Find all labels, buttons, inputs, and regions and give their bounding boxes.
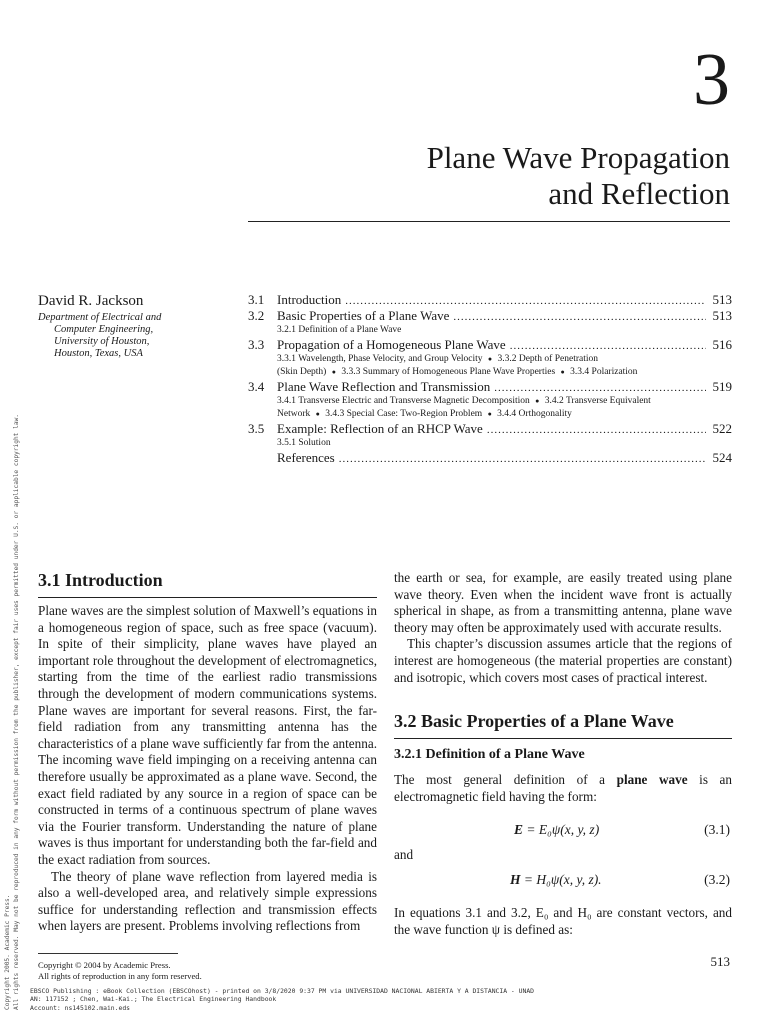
toc-subentry[interactable]: 3.2.1 Definition of a Plane Wave	[277, 325, 402, 335]
section-rule	[394, 738, 732, 739]
subsection-heading-3-2-1: 3.2.1 Definition of a Plane Wave	[394, 747, 585, 762]
print-info-line2: AN: 117152 ; Chen, Wai-Kai.; The Electrical Engineering Handbook	[30, 995, 277, 1004]
toc-leader	[487, 422, 706, 438]
chapter-title-line2: and Reflection	[548, 176, 730, 211]
equation-3-2	[510, 872, 602, 888]
footnote-rule	[38, 953, 178, 954]
toc-subentry[interactable]: 3.3.4 Polarization	[570, 367, 638, 377]
definition-text-pre: The most general definition of a	[394, 772, 617, 787]
toc-entry[interactable]	[248, 308, 732, 324]
left-column	[38, 603, 377, 935]
toc-subentries	[248, 353, 732, 366]
toc-entry[interactable]	[248, 379, 732, 395]
toc-number: 3.5	[248, 421, 265, 436]
toc-entry[interactable]	[248, 337, 732, 353]
chapter-title-line1: Plane Wave Propagation	[426, 140, 730, 175]
toc-entry[interactable]	[248, 292, 732, 308]
toc-subentry[interactable]: 3.4.2 Transverse Equivalent	[544, 396, 651, 406]
footnote-line1: Copyright © 2004 by Academic Press.	[38, 960, 171, 970]
section-rule	[38, 597, 377, 598]
author-name: David R. Jackson	[38, 293, 144, 309]
bullet-icon: ●	[535, 397, 540, 405]
toc-number: 3.3	[248, 337, 265, 352]
toc-subentries	[248, 395, 732, 408]
print-info-line1: EBSCO Publishing : eBook Collection (EBSCOhost) - printed on 3/8/2020 9:37 PM via UNIVERSIDAD NACIONAL ABIERTA Y A DISTANCIA - UNAD	[30, 987, 535, 995]
equation-number: (3.1)	[704, 822, 730, 837]
print-info-line3: Account: ns145102.main.eds	[30, 1003, 131, 1012]
toc-subentries	[248, 324, 732, 337]
bullet-icon: ●	[331, 368, 336, 376]
footnote-line2: All rights of reproduction in any form reserved.	[38, 971, 202, 981]
equation-rhs: = E₀ψ(x, y, z)	[523, 822, 600, 837]
paragraph-assumptions: This chapter’s discussion assumes article that the regions of interest are homogeneous (the material properties are constant) and isotropic, which covers most cases of practical interest.	[394, 636, 732, 685]
toc-entry[interactable]	[248, 421, 732, 437]
toc-title: Plane Wave Reflection and Transmission	[277, 379, 491, 394]
toc-page: 513	[712, 308, 732, 323]
author-aff-line2: Computer Engineering,	[54, 324, 154, 335]
author-affiliation	[38, 312, 161, 360]
toc-leader	[510, 338, 706, 354]
section-heading-3-1: 3.1 Introduction	[38, 570, 163, 590]
paragraph-intro: Plane waves are the simplest solution of Maxwell’s equations in a homogeneous region of space, such as free space (vacuum). In spite of their simplicity, plane waves have played an important role throughout the development of electromagnetics, starting from the time of the earliest radio transmissions through the development of modern communications systems. Plane waves are important for several reasons. First, the far-field radiation from any transmitting antenna has the characteristics of a plane wave sufficiently far from the antenna. The incoming wave field impinging on a receiving antenna can therefore usually be approximated as a plane wave. Second, the exact field radiated by any source in a region of space can be constructed in terms of a continuous spectrum of plane waves via the Fourier transform. Understanding the nature of plane waves is thus important for understanding both the far-field and the exact radiation from sources.	[38, 603, 377, 867]
toc-leader	[345, 293, 706, 309]
toc-title: Propagation of a Homogeneous Plane Wave	[277, 337, 506, 352]
section-heading-3-2: 3.2 Basic Properties of a Plane Wave	[394, 711, 674, 731]
equation-number: (3.2)	[704, 872, 730, 887]
equation-rhs: = H₀ψ(x, y, z).	[520, 872, 602, 887]
toc-page: 522	[712, 421, 732, 436]
definition-term: plane wave	[616, 772, 688, 787]
equation-lhs: E	[514, 822, 524, 837]
toc-title: Introduction	[277, 292, 342, 307]
toc-subentry[interactable]: 3.3.2 Depth of Penetration	[497, 354, 598, 364]
header-rule	[248, 221, 730, 222]
toc-subentry[interactable]: 3.3.1 Wavelength, Phase Velocity, and Group Velocity	[277, 354, 483, 364]
toc-page: 516	[712, 337, 732, 352]
bullet-icon: ●	[487, 355, 493, 363]
side-copyright-line2: All rights reserved. May not be reproduced in any form without permission from the publisher, except fair uses permitted under U.S. or applicable copyright law.	[13, 413, 20, 1010]
right-column-top	[394, 570, 732, 686]
toc-number: 3.1	[248, 292, 265, 307]
paragraph-continuation: the earth or sea, for example, are easily treated using plane wave theory. Even when the incident wave front is actually spherical in shape, as from a transmitting antenna, plane wave theory may often be approximately used with accurate results.	[394, 570, 732, 635]
toc-subentry[interactable]: 3.4.3 Special Case: Two-Region Problem	[325, 409, 483, 419]
toc-subentry[interactable]: 3.5.1 Solution	[277, 438, 331, 448]
toc-leader	[339, 451, 706, 467]
toc-page: 513	[712, 292, 732, 307]
toc-leader	[494, 380, 706, 396]
author-aff-line3: University of Houston,	[54, 336, 150, 347]
bullet-icon: ●	[315, 410, 320, 418]
chapter-title	[310, 140, 730, 212]
toc-number: 3.2	[248, 308, 265, 323]
paragraph-layered-media: The theory of plane wave reflection from layered media is also a well-developed area, and relatively simple expressions suffice for understanding reflection and transmission effects when layers are present. Problems involving reflections from	[38, 868, 377, 934]
toc-title: Basic Properties of a Plane Wave	[277, 308, 450, 323]
author-aff-line4: Houston, Texas, USA	[54, 348, 143, 359]
conjunction-and: and	[394, 847, 414, 862]
side-copyright-line1: Copyright 2005. Academic Press.	[4, 894, 11, 1010]
print-info	[30, 987, 534, 1012]
toc-subentry[interactable]: Network	[277, 409, 311, 419]
toc-number: 3.4	[248, 379, 265, 394]
copyright-footnote	[38, 960, 202, 982]
bullet-icon: ●	[560, 368, 565, 376]
chapter-number: 3	[693, 39, 730, 121]
toc-subentry[interactable]: (Skin Depth)	[277, 367, 327, 377]
table-of-contents	[248, 292, 732, 466]
toc-subentry[interactable]: 3.4.4 Orthogonality	[497, 409, 572, 419]
equation-lhs: H	[510, 872, 521, 887]
paragraph-after-equations: In equations 3.1 and 3.2, E₀ and H₀ are constant vectors, and the wave function ψ is defined as:	[394, 905, 732, 937]
toc-subentries	[248, 437, 732, 450]
author-aff-line1: Department of Electrical and	[38, 312, 162, 323]
toc-title: References	[277, 450, 335, 465]
toc-title: Example: Reflection of an RHCP Wave	[277, 421, 483, 436]
toc-subentries	[248, 366, 732, 379]
toc-entry-references[interactable]	[248, 450, 732, 466]
toc-page: 524	[712, 450, 732, 465]
toc-page: 519	[712, 379, 732, 394]
toc-subentries	[248, 408, 732, 421]
toc-subentry[interactable]: 3.4.1 Transverse Electric and Transverse Magnetic Decomposition	[277, 396, 530, 406]
definition-text-post: is an electromagnetic field having the form:	[394, 772, 732, 804]
toc-leader	[453, 309, 706, 325]
bullet-icon: ●	[487, 410, 492, 418]
toc-subentry[interactable]: 3.3.3 Summary of Homogeneous Plane Wave Properties	[341, 367, 556, 377]
equation-3-1	[514, 822, 599, 838]
definition-paragraph	[394, 772, 732, 805]
page-number: 513	[710, 954, 730, 969]
